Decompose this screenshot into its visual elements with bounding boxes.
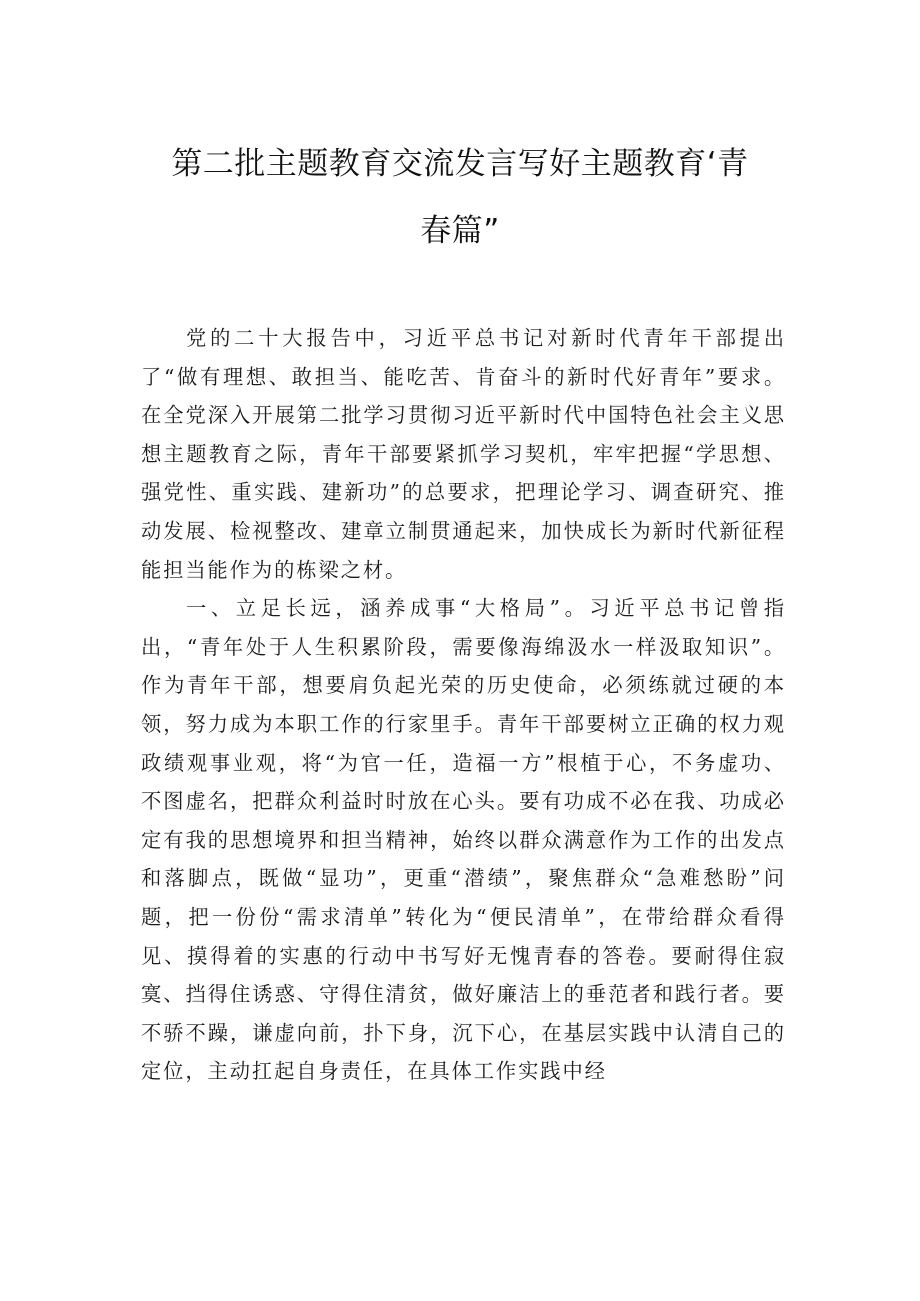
paragraph-intro: 党的二十大报告中，习近平总书记对新时代青年干部提出了“做有理想、敢担当、能吃苦、肯奋斗的新时代好青年”要求。在全党深入开展第二批学习贯彻习近平新时代中国特色社会主义思想主题教育之际，青年干部要紧抓学习契机，牢牢把握“学思想、强党性、重实践、建新功”的总要求，把理论学习、调查研究、推动发展、检视整改、建章立制贯通起来，加快成长为新时代新征程能担当能作为的栋梁之材。 [141, 326, 786, 582]
document-body [141, 319, 786, 1091]
document-title-line-1: 第二批主题教育交流发言写好主题教育‘青 [171, 146, 749, 182]
paragraph-section-one: 一、立足长远，涵养成事“大格局”。习近平总书记曾指出，“青年处于人生积累阶段，需要像海绵汲水一样汲取知识”。作为青年干部，想要肩负起光荣的历史使命，必须练就过硬的本领，努力成为本职工作的行家里手。青年干部要树立正确的权力观政绩观事业观，将“为官一任，造福一方”根植于心，不务虚功、不图虚名，把群众利益时时放在心头。要有功成不必在我、功成必定有我的思想境界和担当精神，始终以群众满意作为工作的出发点和落脚点，既做“显功”，更重“潜绩”，聚焦群众“急难愁盼”问题，把一份份“需求清单”转化为“便民清单”，在带给群众看得见、摸得着的实惠的行动中书写好无愧青春的答卷。要耐得住寂寞、挡得住诱惑、守得住清贫，做好廉洁上的垂范者和践行者。要不骄不躁，谦虚向前，扑下身，沉下心，在基层实践中认清自己的定位，主动扛起自身责任，在具体工作实践中经 [141, 596, 786, 1084]
document-title-line-2: 春篇” [420, 213, 500, 249]
